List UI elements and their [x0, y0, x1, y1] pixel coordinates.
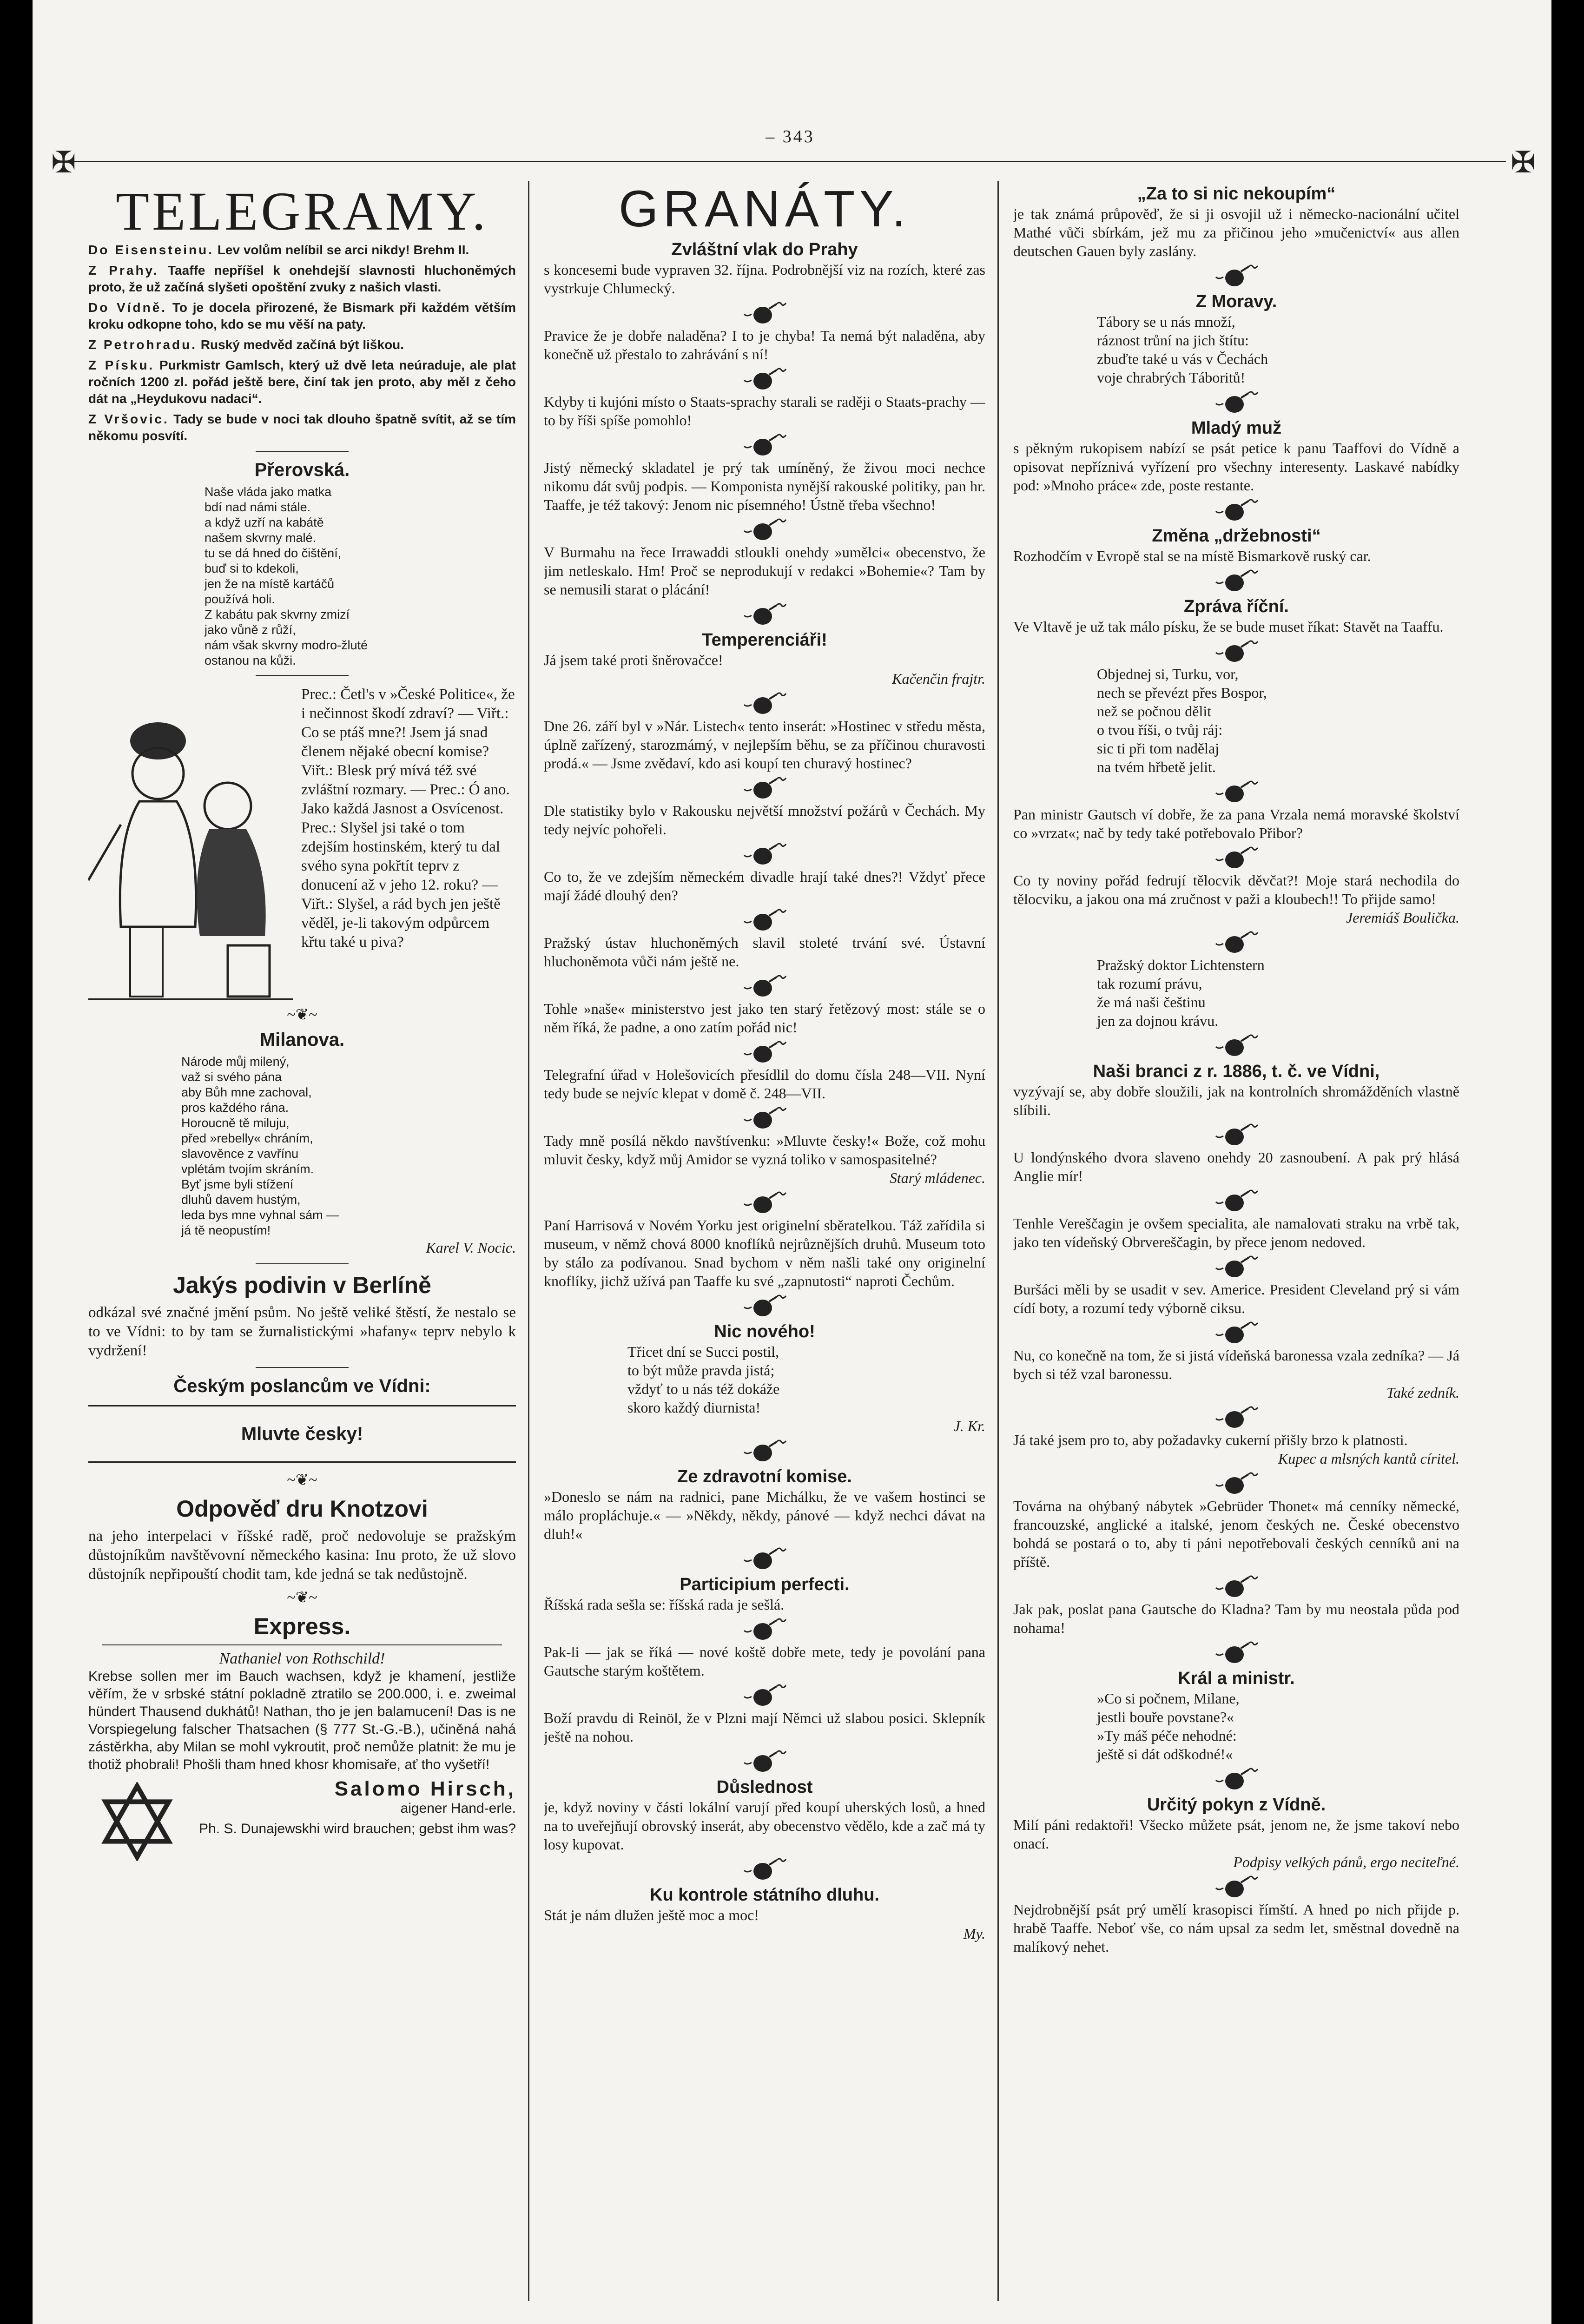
- article-text: s koncesemi bude vypraven 32. října. Podrobnější viz na rozích, které zas vystrkuje Chlumecký.: [544, 261, 985, 297]
- telegram-place: Z Vršovic.: [88, 412, 169, 426]
- grenade-icon: [1013, 930, 1459, 956]
- express-text: Krebse sollen mer im Bauch wachsen, když je khamení, jestliže věřím, že v srbské státní pokladně ztratilo se 200.000, i. e. zweimal hündert Thausend dukhátů! Nathan, tho je jen balamucení! Das is ne Vorspiegelung falscher Thatsachen (§ 777 St.-G.-B.), učiněná nahá zástěrkha, aby Milan se mohl vykroutit, proč nemůže platnit: že mu je thotiž phobrali! Phošli tham hned khosr khomisaře, ať tho vyšetří!: [88, 1669, 516, 1772]
- left-column: [88, 181, 516, 2315]
- article-item: [544, 907, 985, 971]
- grenade-icon: [544, 601, 985, 627]
- article-item: [1013, 568, 1459, 636]
- prerovska-verse: Naše vláda jako matka bdí nad námi stále. a když uzří na kabátě našem skvrny malé. tu se dá hned do čištění, buď si to kdekoli, jen že na místě kartáčů používá holi. Z kabátu pak skvrny zmizí jako vůně z růží, nám však skvrny modro-žluté ostanou na kůži.: [205, 485, 368, 667]
- article-heading: Mladý muž: [1191, 418, 1282, 438]
- grenade-icon: [544, 691, 985, 717]
- article-text: Tenhle Vereščagin je ovšem specialita, ale namalovati straku na vrbě tak, jako ten vídeňský Obrvereščagin, by přece jenom nedoved.: [1013, 1215, 1459, 1250]
- article-item: [544, 775, 985, 838]
- article-verse: Třicet dní se Succi postil, to být může pravda jistá; vždyť to u nás též dokáže skoro každý diurnista!: [627, 1343, 780, 1416]
- article-item: [544, 691, 985, 772]
- grenade-icon: [1013, 1640, 1459, 1666]
- article-verse: »Co si počnem, Milane, jestli bouře povstane?« »Ty máš péče nehodné: ještě si dát odškodné!«: [1097, 1690, 1240, 1763]
- grenade-icon: [1013, 1254, 1459, 1280]
- express-signature-role: aigener Hand-erle.: [400, 1801, 516, 1816]
- article-item: [544, 841, 985, 905]
- article-text: Jak pak, poslat pana Gautsche do Kladna? Tam by mu neostala půda pod nohama!: [1013, 1601, 1459, 1636]
- article-verse: Tábory se u nás množí, ráznost trůní na jich štítu: zbuďte také u vás v Čechách voje chrabrých Táboritů!: [1097, 313, 1268, 386]
- telegramy-title: TELEGRAMY.: [116, 181, 488, 242]
- article-item: [1013, 639, 1459, 776]
- telegram-item: [88, 411, 516, 444]
- article-text: je tak známá průpověď, že si ji osvojil už i německo-nacionální učitel Mathé vůči sbírkám, jež mu za přičinou jeho »mučenictví« aus allen deutschen Gauen byly zaslány.: [1013, 205, 1459, 259]
- prerovska-title: Přerovská.: [254, 460, 350, 480]
- article-text: s pěkným rukopisem nabízí se psát petice k panu Taaffovi do Vídně a opisovat nepříznivá vyřízení pro všechny interesenty. Laskavé nabídky pod: »Mnoho práce« zde, poste restante.: [1013, 440, 1459, 494]
- article-heading: Určitý pokyn z Vídně.: [1147, 1795, 1326, 1815]
- express-addressee: Nathaniel von Rothschild!: [219, 1650, 385, 1667]
- express-title: Express.: [253, 1613, 351, 1639]
- article-text: Stát je nám dlužen ještě moc a moc!: [544, 1907, 759, 1923]
- grenade-icon: [1013, 1874, 1459, 1900]
- article-text: V Burmahu na řece Irrawaddi stloukli onehdy »umělci« obecenstvo, že jim netleskalo. Hm! Proč se neprodukují v redakci »Bohemie«? Tam by se nemusili starat o plácání!: [544, 544, 985, 598]
- article-signature: Podpisy velkých pánů, ergo neciteľné.: [1233, 1854, 1459, 1870]
- fleuron: ~❦~: [287, 1006, 317, 1023]
- star-of-david-icon: [98, 1782, 177, 1861]
- article-item: [544, 366, 985, 429]
- article-heading: Král a ministr.: [1178, 1669, 1295, 1688]
- grenade-icon: [544, 300, 985, 326]
- article-heading: Naši branci z r. 1886, t. č. ve Vídni,: [1093, 1062, 1380, 1081]
- article-text: U londýnského dvora slaveno onehdy 20 zasnoubení. A pak prý hlásá Anglie mír!: [1013, 1149, 1459, 1184]
- article-text: Paní Harrisová v Novém Yorku jest originelní sběratelkou. Táž zařídila si museum, v němž chová 8000 knoflíků nejrůznějších druhů. Museum toto by stálo za podívanou. Snad bychom v něm našli také ony originelní knoflíky, jichž užívá pan Taaffe ku své „zapnutosti“ naproti Čechům.: [544, 1217, 985, 1289]
- grenade-icon: [544, 775, 985, 801]
- grenade-icon: [1013, 1574, 1459, 1600]
- grenade-icon: [1013, 568, 1459, 594]
- divider: [256, 1263, 349, 1264]
- grenade-icon: [544, 1617, 985, 1643]
- dialog-text: Prec.: Četl's v »České Politice«, že i nečinnost škodí zdraví? — Viřt.: Co se ptáš mne?! Jsem já snad členem nějaké obecní komise? Viřt.: Blesk prý mívá též své zvláštní rozmary. — Prec.: Ó ano. Jako každá Jasnost a Osvícenost. Prec.: Slyšel jsi také o tom zdejším hostinském, který tu dal svého syna pokřtít teprv z donucení až v jeho 12. roku? — Viřt.: Slyšel, a rád bych jen ještě věděl, je-li takovým odpůrcem křtu také u piva?: [301, 686, 515, 951]
- article-item: [544, 517, 985, 599]
- article-item: [1013, 1766, 1459, 1871]
- article-item: [544, 973, 985, 1037]
- article-text: Nejdrobnější psát prý umělí krasopisci římští. A hned po nich přijde p. hrabě Taaffe. Neboť vše, co nám upsal za sedm let, směstnal dovedně na malíkový nehet.: [1013, 1901, 1459, 1955]
- poslanci-message: Mluvte česky!: [241, 1424, 363, 1444]
- article-text: je, když noviny v části lokální varují před koupí uherských losů, a hned na to uveřejňují obrovský inserát, aby obecenstvo vědělo, kde a zač má ty losy kupovat.: [544, 1799, 985, 1853]
- grenade-icon: [544, 1105, 985, 1131]
- grenade-icon: [1013, 1033, 1459, 1059]
- article-text: Jistý německý skladatel je prý tak umíněný, že živou moci nechce nikomu dát svůj podpis. — Komponista nynější rakouské politiky, pan hr. Taaffe, je též takový: Jenom nic písemného! Ústně třeba všechno!: [544, 459, 985, 513]
- article-item: [1013, 1320, 1459, 1402]
- knotz-text: na jeho interpelaci v říšské radě, proč nedovoluje se pražským důstojníkům navštěvovní německého kasina: Inu proto, že už slovo důstojník nepřipouští chodit tam, kde jedná se tak nedůstojně.: [88, 1528, 516, 1583]
- article-item: [1013, 1405, 1459, 1468]
- article-heading: „Za to si nic nekoupím“: [1137, 184, 1336, 204]
- telegram-item: [88, 337, 516, 353]
- article-text: Milí páni redaktoři! Všecko můžete psát, jenom ne, že jsme takoví nebo onací.: [1013, 1816, 1459, 1852]
- article-signature: Kupec a mlsných kantů círitel.: [1278, 1450, 1459, 1467]
- grenade-icon: [544, 841, 985, 867]
- telegram-item: [88, 242, 516, 258]
- fleuron: ~❦~: [287, 1589, 317, 1606]
- article-item: [544, 1856, 985, 1943]
- article-text: Říšská rada sešla se: říšská rada je sešlá.: [544, 1596, 785, 1613]
- article-item: [544, 1749, 985, 1854]
- berlin-text: odkázal své značné jmění psům. No ještě veliké štěstí, že nestalo se to ve Vídni: to by tam se žurnalistickými »hafany« teprv nebylo k vydržení!: [88, 1304, 516, 1359]
- grenade-icon: [1013, 1320, 1459, 1346]
- article-text: Já jsem také proti šněrovačce!: [544, 652, 723, 668]
- article-text: Pan ministr Gautsch ví dobře, že za pana Vrzala nemá moravské školství co »vrzat«; nač by tedy také potřebovalo Přibor?: [1013, 806, 1459, 841]
- article-signature: My.: [963, 1925, 985, 1942]
- grenade-icon: [544, 907, 985, 933]
- article-item: [1013, 263, 1459, 387]
- express-signature-name: Salomo Hirsch,: [334, 1777, 516, 1800]
- article-item: [1013, 845, 1459, 927]
- article-text: Pražský ústav hluchoněmých slavil stoleté trvání své. Ústavní hluchoněmota vůči nám ještě ne.: [544, 934, 985, 970]
- article-text: Továrna na ohýbaný nábytek »Gebrüder Thonet« má cenníky německé, francouzské, anglické a italské, jenom českých ne. České obecenstvo bohdá se postará o to, aby ti páni nepotřebovali českých cenníků ani na příště.: [1013, 1498, 1459, 1570]
- article-text: »Doneslo se nám na radnici, pane Michálku, že ve vašem hostinci se málo propláchuje.« — »Někdy, někdy, pánové — když nechci dávat na dluh!«: [544, 1488, 985, 1542]
- telegram-item: [88, 299, 516, 333]
- grenade-icon: [544, 1190, 985, 1216]
- article-signature: Jeremiáš Boulička.: [1346, 909, 1459, 926]
- article-item: [1013, 390, 1459, 495]
- article-item: [1013, 497, 1459, 565]
- right-items: [1013, 183, 1459, 1956]
- telegram-text: Lev volům nelíbil se arci nikdy! Brehm II.: [217, 243, 469, 257]
- grenade-icon: [1013, 1122, 1459, 1148]
- top-rule: [74, 161, 1506, 162]
- article-text: Co to, že ve zdejším německém divadle hrají také dnes?! Vždyť přece mají žádé dlouhý den?: [544, 868, 985, 904]
- granaty-items: [544, 239, 985, 1943]
- article-item: [1013, 779, 1459, 842]
- article-item: [544, 1293, 985, 1435]
- knotz-title: Odpověď dru Knotzovi: [176, 1496, 428, 1522]
- article-text: Tohle »naše« ministerstvo jest jako ten starý řetězový most: stále se o něm říká, že padne, a ono zatím pořád nic!: [544, 1000, 985, 1036]
- article-item: [544, 300, 985, 363]
- column-divider-1: [528, 181, 529, 2301]
- article-text: Boží pravdu di Reinöl, že v Plzni mají Němci už slabou posici. Sklepník ještě na nohou.: [544, 1710, 985, 1745]
- article-item: [1013, 1471, 1459, 1571]
- article-item: [1013, 1188, 1459, 1251]
- article-item: [544, 1190, 985, 1290]
- article-text: Dle statistiky bylo v Rakousku největší množství požárů v Čechách. My tedy nejvíc pohořeli.: [544, 802, 985, 838]
- divider: [256, 451, 349, 452]
- grenade-icon: [1013, 497, 1459, 523]
- article-text: Ve Vltavě je už tak málo písku, že se bude muset říkat: Stavět na Taaffu.: [1013, 618, 1444, 635]
- telegram-item: [88, 262, 516, 296]
- article-text: Tady mně posílá někdo navštívenku: »Mluvte česky!« Bože, což mohu mluvit česky, když můj Amidor se vyzná toliko v samospasitelné?: [544, 1132, 985, 1168]
- divider: [256, 675, 349, 676]
- middle-column: [544, 181, 985, 2315]
- article-verse: Objednej si, Turku, vor, nech se převézt přes Bospor, než se počnou dělit o tvou říši, o tvůj ráj: sic ti při tom nadělaj na tvém hřbetě jelit.: [1097, 666, 1267, 775]
- grenade-icon: [544, 1293, 985, 1319]
- article-heading: Ze zdravotní komise.: [677, 1467, 852, 1486]
- article-text: Pak-li — jak se říká — nové koště dobře mete, tedy je povolání pana Gautsche starým koštětem.: [544, 1644, 985, 1679]
- article-item: [544, 1105, 985, 1187]
- article-heading: Temperenciáři!: [702, 630, 827, 650]
- article-item: [544, 1546, 985, 1614]
- grenade-icon: [544, 1438, 985, 1464]
- article-item: [1013, 1640, 1459, 1763]
- grenade-icon: [544, 517, 985, 543]
- telegram-text: Ruský medvěd začíná být liškou.: [200, 337, 404, 352]
- column-divider-2: [997, 181, 999, 2301]
- article-text: Buršáci měli by se usadit v sev. Americe. President Cleveland prý si vám cídí boty, a rozumí tedy výborně ciksu.: [1013, 1281, 1459, 1316]
- grenade-icon: [544, 1039, 985, 1065]
- article-heading: Zvláštní vlak do Prahy: [671, 240, 858, 259]
- grenade-icon: [544, 1856, 985, 1882]
- article-signature: Kačenčin frajtr.: [892, 670, 985, 687]
- article-item: [544, 432, 985, 514]
- divider: [102, 1644, 502, 1645]
- telegram-place: Z Prahy.: [88, 263, 159, 277]
- article-heading: Nic nového!: [714, 1322, 815, 1341]
- article-text: Pravice že je dobře naladěna? I to je chyba! Ta nemá být naladěna, aby konečně už přestalo to zahrávání s ní!: [544, 327, 985, 363]
- article-text: Dne 26. září byl v »Nár. Listech« tento inserát: »Hostinec v středu města, úplně zařízený, starozmámý, v nejlepším běhu, se za příčinou churavosti prodá.« — Jsme zvědaví, kdo asi koupí ten churavý hostinec?: [544, 718, 985, 772]
- article-item: [1013, 1574, 1459, 1637]
- corner-ornament-right: ✠: [1511, 146, 1536, 179]
- telegram-text: Taaffe nepříšel k onehdejší slavnosti hluchoněmých proto, že už začíná slyšeti opoštění zvuky z našich vlasti.: [88, 263, 516, 294]
- article-item: [1013, 1033, 1459, 1119]
- article-text: vyzývají se, aby dobře sloužili, jak na kontrolních shromážděních vlastně slíbili.: [1013, 1083, 1459, 1118]
- telegram-text: To je docela přirozené, že Bismark při každém větším kroku odkopne toho, kdo se mu věší na paty.: [88, 300, 516, 331]
- grenade-icon: [544, 1749, 985, 1775]
- article-heading: Důslednost: [716, 1777, 813, 1797]
- article-heading: Zpráva říční.: [1184, 597, 1289, 616]
- article-item: [544, 1039, 985, 1103]
- telegram-place: Do Eisensteinu.: [88, 243, 214, 257]
- telegram-list: [88, 242, 516, 444]
- article-item: [544, 1683, 985, 1746]
- corner-ornament-left: ✠: [51, 146, 76, 179]
- article-signature: J. Kr.: [953, 1418, 985, 1434]
- article-text: Telegrafní úřad v Holešovicích přesídlil do domu čísla 248—VII. Nyní tedy bude se nejvíc klepat v domě č. 248—VII.: [544, 1066, 985, 1102]
- milanova-signature: Karel V. Nocic.: [426, 1239, 516, 1256]
- article-heading: Ku kontrole státního dluhu.: [650, 1885, 879, 1905]
- right-column: [1013, 181, 1459, 2315]
- article-item: [1013, 930, 1459, 1030]
- cartoon-illustration: [88, 685, 293, 1001]
- article-item: [544, 1617, 985, 1680]
- poslanci-title: Českým poslancům ve Vídni:: [173, 1376, 431, 1396]
- grenade-icon: [1013, 1471, 1459, 1497]
- telegram-text: Purkmistr Gamlsch, který už dvě leta neúraduje, ale plat ročních 1200 zl. pořád ještě bere, činí tak jen proto, aby měl z čeho dát na „Heydukovu nadaci“.: [88, 358, 516, 406]
- article-text: Já také jsem pro to, aby požadavky cukerní přišly brzo k platnosti.: [1013, 1432, 1408, 1448]
- article-verse: Pražský doktor Lichtenstern tak rozumí právu, že má naši češtinu jen za dojnou krávu.: [1097, 957, 1265, 1029]
- divider: [256, 1367, 349, 1368]
- newspaper-page: [33, 0, 1551, 2324]
- article-heading: Z Moravy.: [1195, 292, 1277, 311]
- grenade-icon: [544, 1683, 985, 1709]
- grenade-icon: [1013, 845, 1459, 871]
- telegram-place: Z Písku.: [88, 358, 155, 372]
- milanova-verse: Národe můj milený, važ si svého pána aby Bůh mne zachoval, pros každého rána. Horoucně tě miluju, před »rebelly« chráním, slavověnce z vavřínu vplétám tvojím skráním. Byť jsme byli stížení dluhů davem hustým, leda bys mne vyhnal sám — já tě neopustím!: [181, 1055, 339, 1237]
- grenade-icon: [1013, 390, 1459, 416]
- poslanci-box: [88, 1405, 516, 1463]
- article-text: Nu, co konečně na tom, že si jistá vídeňská baronessa vzala zedníka? — Já bych si též vzal baronessu.: [1013, 1347, 1459, 1382]
- grenade-icon: [544, 1546, 985, 1572]
- article-item: [544, 239, 985, 297]
- article-text: Kdyby ti kujóni místo o Staats-sprachy starali se raději o Staats-prachy — to by říši spíše pomohlo!: [544, 393, 985, 429]
- article-heading: Participium perfecti.: [680, 1575, 850, 1594]
- article-heading: Změna „držebnosti“: [1152, 526, 1321, 546]
- page-number: – 343: [766, 127, 815, 146]
- grenade-icon: [544, 366, 985, 392]
- grenade-icon: [544, 432, 985, 458]
- article-text: Rozhodčím v Evropě stal se na místě Bismarkově ruský car.: [1013, 548, 1371, 564]
- article-signature: Také zedník.: [1386, 1384, 1459, 1401]
- article-item: [1013, 1254, 1459, 1317]
- article-text: Co ty noviny pořád fedrují tělocvik děvčat?! Moje stará nechodila do tělocviku, a jakou ona má zručnost v paži a kloubech!! To přijde samo!: [1013, 872, 1459, 907]
- telegram-text: Tady se bude v noci tak dlouho špatně svítit, až se tím někomu posvítí.: [88, 412, 516, 443]
- telegram-place: Do Vídně.: [88, 300, 167, 315]
- fleuron: ~❦~: [287, 1472, 317, 1489]
- grenade-icon: [544, 973, 985, 999]
- telegram-place: Z Petrohradu.: [88, 337, 198, 352]
- berlin-title: Jakýs podivin v Berlíně: [173, 1272, 431, 1298]
- article-item: [1013, 183, 1459, 260]
- article-item: [1013, 1874, 1459, 1956]
- article-signature: Starý mládenec.: [889, 1169, 985, 1186]
- article-item: [1013, 1122, 1459, 1185]
- grenade-icon: [1013, 639, 1459, 665]
- granaty-title: GRANÁTY.: [618, 181, 911, 238]
- article-item: [544, 1438, 985, 1543]
- article-item: [544, 601, 985, 688]
- grenade-icon: [1013, 1405, 1459, 1431]
- grenade-icon: [1013, 263, 1459, 289]
- telegram-item: [88, 357, 516, 407]
- milanova-title: Milanova.: [259, 1030, 345, 1050]
- express-ps: Ph. S. Dunajewskhi wird brauchen; gebst ihm was?: [198, 1821, 516, 1836]
- grenade-icon: [1013, 1766, 1459, 1792]
- grenade-icon: [1013, 1188, 1459, 1214]
- grenade-icon: [1013, 779, 1459, 805]
- dialog-block: [88, 685, 516, 952]
